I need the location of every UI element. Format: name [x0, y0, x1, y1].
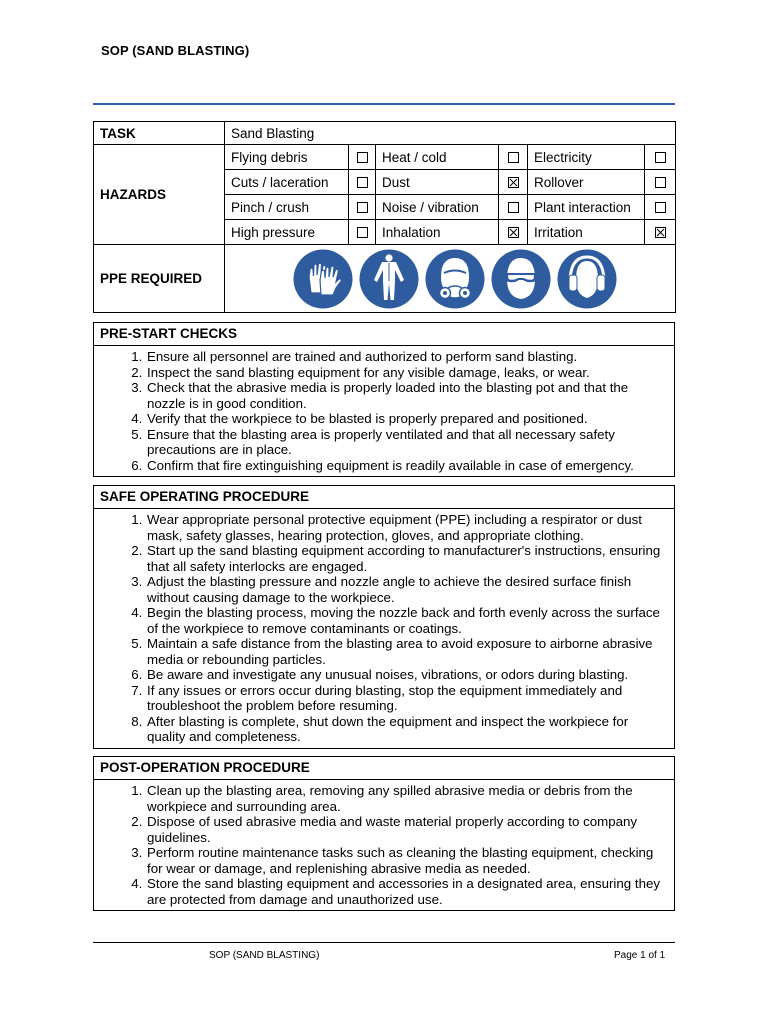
hazard-name: Pinch / crush [225, 195, 349, 220]
ppe-icon-row [225, 247, 675, 311]
list-item: 5. Ensure that the blasting area is properly ventilated and that all necessary safety precautions are in place. [146, 427, 666, 458]
section-heading: PRE-START CHECKS [94, 323, 674, 346]
list-item: 8. After blasting is complete, shut down the equipment and inspect the workpiece for quality and completeness. [146, 714, 666, 745]
respirator-icon [423, 247, 487, 311]
list-item: 6. Be aware and investigate any unusual noises, vibrations, or odors during blasting. [146, 667, 666, 683]
list-item: 5. Maintain a safe distance from the blasting area to avoid exposure to airborne abrasive media or rebounding particles. [146, 636, 666, 667]
hazard-checkbox[interactable] [357, 202, 368, 213]
hazard-name: High pressure [225, 220, 349, 245]
list-item: 1. Ensure all personnel are trained and authorized to perform sand blasting. [146, 349, 666, 365]
list-item: 2. Inspect the sand blasting equipment for any visible damage, leaks, or wear. [146, 365, 666, 381]
list-item: 1. Clean up the blasting area, removing any spilled abrasive media or debris from the workpiece and surrounding area. [146, 783, 666, 814]
list-item: 7. If any issues or errors occur during blasting, stop the equipment immediately and troubleshoot the problem before resuming. [146, 683, 666, 714]
post-operation-list [94, 780, 674, 910]
list-item: 4. Store the sand blasting equipment and accessories in a designated area, ensuring they are protected from damage and unauthorized use. [146, 876, 666, 907]
hazard-checkbox[interactable] [655, 177, 666, 188]
pre-start-list [94, 346, 674, 476]
hazard-name: Electricity [528, 145, 645, 170]
list-item: 4. Verify that the workpiece to be blasted is properly prepared and positioned. [146, 411, 666, 427]
ear-protection-icon [555, 247, 619, 311]
hazard-checkbox[interactable] [655, 202, 666, 213]
pre-start-checks-section [93, 322, 675, 477]
header-divider [93, 103, 675, 105]
hazard-checkbox-checked[interactable] [508, 177, 519, 188]
ppe-label: PPE REQUIRED [94, 245, 225, 313]
hazard-name: Cuts / laceration [225, 170, 349, 195]
safe-operating-procedure-section [93, 485, 675, 749]
hazards-label: HAZARDS [94, 145, 225, 245]
hazard-name: Heat / cold [376, 145, 499, 170]
hazard-name: Dust [376, 170, 499, 195]
hazard-checkbox[interactable] [357, 227, 368, 238]
section-heading: POST-OPERATION PROCEDURE [94, 757, 674, 780]
list-item: 3. Check that the abrasive media is properly loaded into the blasting pot and that the nozzle is in good condition. [146, 380, 666, 411]
safety-glasses-icon [489, 247, 553, 311]
hazard-checkbox[interactable] [508, 152, 519, 163]
list-item: 6. Confirm that fire extinguishing equipment is readily available in case of emergency. [146, 458, 666, 474]
list-item: 2. Dispose of used abrasive media and waste material properly according to company guidelines. [146, 814, 666, 845]
hazard-checkbox[interactable] [357, 177, 368, 188]
hazard-checkbox[interactable] [508, 202, 519, 213]
page-number: Page 1 of 1 [614, 950, 666, 961]
list-item: 2. Start up the sand blasting equipment according to manufacturer's instructions, ensuring that all safety interlocks are engaged. [146, 543, 666, 574]
section-heading: SAFE OPERATING PROCEDURE [94, 486, 674, 509]
list-item: 3. Perform routine maintenance tasks such as cleaning the blasting equipment, checking for wear or damage, and replenishing abrasive media as needed. [146, 845, 666, 876]
document-title: SOP (SAND BLASTING) [101, 43, 250, 58]
hazard-checkbox[interactable] [655, 152, 666, 163]
hazard-name: Irritation [528, 220, 645, 245]
gloves-icon [291, 247, 355, 311]
hazard-checkbox-checked[interactable] [508, 227, 519, 238]
hazard-name: Noise / vibration [376, 195, 499, 220]
coveralls-icon [357, 247, 421, 311]
list-item: 3. Adjust the blasting pressure and nozzle angle to achieve the desired surface finish without causing damage to the workpiece. [146, 574, 666, 605]
hazard-name: Plant interaction [528, 195, 645, 220]
footer-title: SOP (SAND BLASTING) [209, 950, 320, 961]
footer-divider [93, 942, 675, 943]
safe-operating-list [94, 509, 674, 748]
hazard-name: Rollover [528, 170, 645, 195]
task-hazard-table [93, 121, 676, 313]
hazard-name: Flying debris [225, 145, 349, 170]
post-operation-procedure-section [93, 756, 675, 911]
task-value: Sand Blasting [225, 122, 676, 145]
hazard-checkbox-checked[interactable] [655, 227, 666, 238]
task-label: TASK [94, 122, 225, 145]
list-item: 1. Wear appropriate personal protective equipment (PPE) including a respirator or dust mask, safety glasses, hearing protection, gloves, and appropriate clothing. [146, 512, 666, 543]
list-item: 4. Begin the blasting process, moving the nozzle back and forth evenly across the surface of the workpiece to remove contaminants or coatings. [146, 605, 666, 636]
hazard-name: Inhalation [376, 220, 499, 245]
hazard-checkbox[interactable] [357, 152, 368, 163]
